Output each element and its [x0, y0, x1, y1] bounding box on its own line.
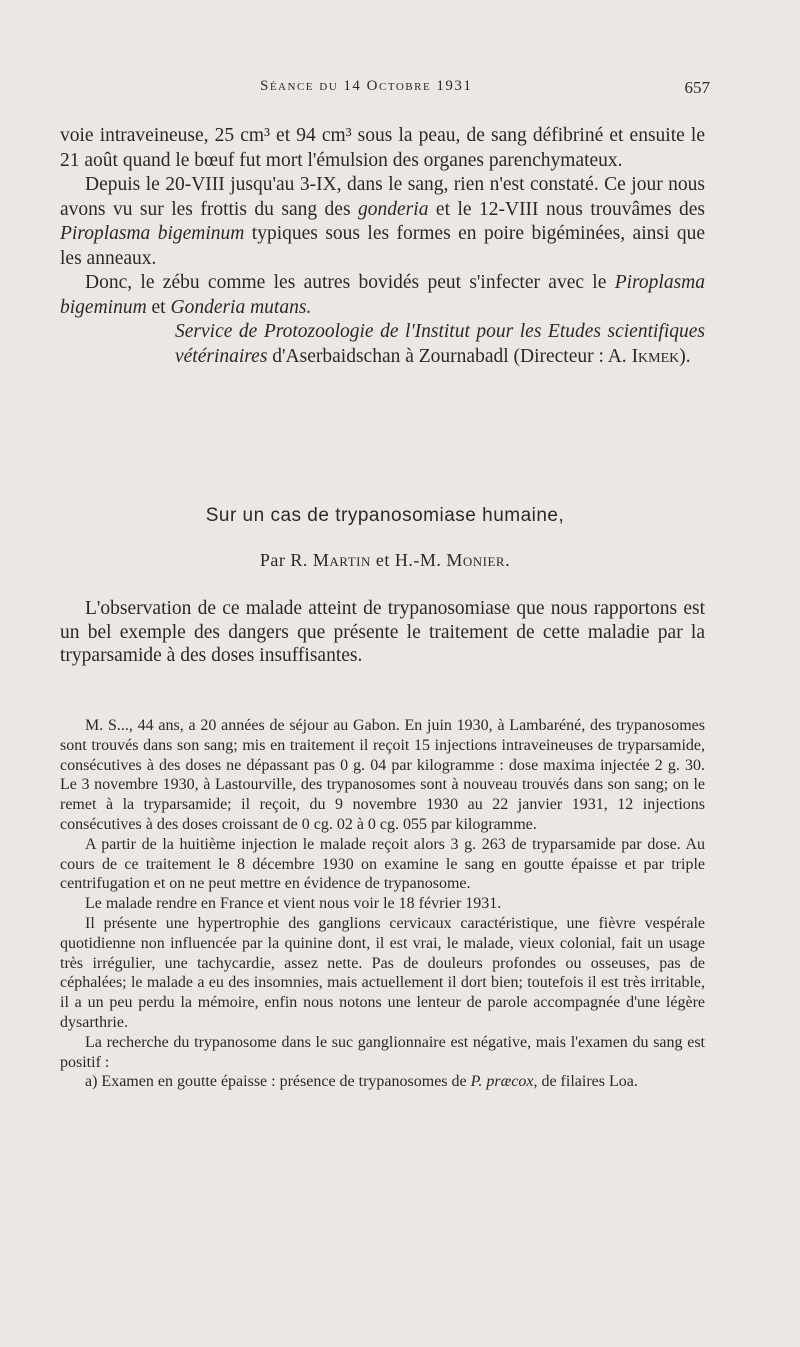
- paragraph: Depuis le 20-VIII jusqu'au 3-IX, dans le sang, rien n'est constaté. Ce jour nous avons vu sur les frottis du sang des gonderia et le 12-VIII nous trouvâmes des Piroplasma bigeminum typiques sous les formes en poire bigéminées, ainsi que les anneaux.: [60, 174, 706, 269]
- paragraph: M. S..., 44 ans, a 20 années de séjour au Gabon. En juin 1930, à Lambaréné, des trypanosomes sont trouvés dans son sang; mis en traitement il reçoit 15 injections intraveineuses de tryparsamide, consécutives à des doses ne dépassant pas 0 g. 04 par kilogramme : dose maxima injectée 2 g. 30. Le 3 novembre 1930, à Lastourville, des trypanosomes sont à nouveau trouvés dans son sang; on le remet à la tryparsamide; il reçoit, du 9 novembre 1930 au 22 janvier 1931, 12 injections consécutives à des doses croissant de 0 cg. 02 à 0 cg. 055 par kilogramme.: [60, 717, 705, 833]
- affiliation: Service de Protozoologie de l'Institut pour les Etudes scientifiques vétérinaires d'Aserbaidschan à Zournabadl (Directeur : A. Ikmek).: [175, 321, 705, 367]
- paragraph: La recherche du trypanosome dans le suc ganglionnaire est négative, mais l'examen du sang est positif :: [60, 1033, 705, 1071]
- case-report: [60, 716, 705, 1092]
- author-name: Monier: [446, 550, 506, 570]
- paragraph: Le malade rendre en France et vient nous voir le 18 février 1931.: [85, 895, 502, 913]
- paragraph: Donc, le zébu comme les autres bovidés peut s'infecter avec le Piroplasma bigeminum et Gonderia mutans.: [60, 272, 705, 318]
- byline: Par R. Martin et H.-M. Monier.: [259, 550, 511, 570]
- page-number: 657: [684, 78, 710, 97]
- paragraph: A partir de la huitième injection le malade reçoit alors 3 g. 263 de tryparsamide par dose. Au cours de ce traitement le 8 décembre 1930 on examine le sang en goutte épaisse et par triple centrifugation et on ne peut mettre en évidence de trypanosome.: [60, 835, 705, 893]
- paragraph: Il présente une hypertrophie des ganglions cervicaux caractéristique, une fièvre vespérale quotidienne non influencée par la quinine dont, il est vrai, le malade, vieux colonial, fait un usage très irrégulier, une tachycardie, assez nette. Pas de douleurs profondes ou osseuses, pas de céphalées; le malade a eu des insomnies, mais actuellement il dort bien; toutefois il est très irritable, il a un peu perdu la mémoire, enfin nous notons une lenteur de parole accompagnée d'une légère dysarthrie.: [60, 914, 705, 1031]
- article-title: Sur un cas de trypanosomiase humaine,: [205, 505, 565, 526]
- previous-article-end: [60, 124, 705, 369]
- paragraph: voie intraveineuse, 25 cm³ et 94 cm³ sous la peau, de sang défibriné et ensuite le 21 août quand le bœuf fut mort l'émulsion des organes parenchymateux.: [60, 125, 705, 171]
- running-title: Séance du 14 Octobre 1931: [260, 78, 473, 94]
- running-header: [60, 78, 710, 102]
- paragraph: a) Examen en goutte épaisse : présence de trypanosomes de P. præcox, de filaires Loa.: [85, 1073, 638, 1091]
- intro-paragraph: L'observation de ce malade atteint de trypanosomiase que nous rapportons est un bel exemple des dangers que présente le traitement de cette maladie par la tryparsamide à des doses insuffisantes.: [60, 598, 705, 666]
- author-name: Martin: [312, 550, 371, 570]
